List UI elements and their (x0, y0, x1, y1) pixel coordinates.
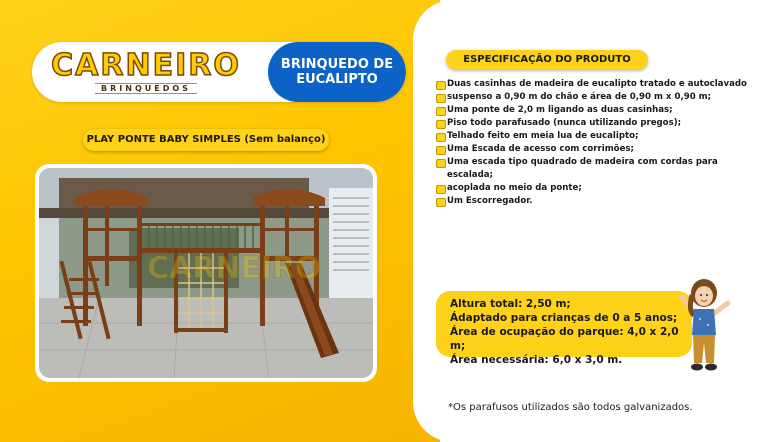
dimensions-box (436, 291, 692, 366)
spec-list (436, 78, 766, 208)
brand-logo (32, 42, 260, 102)
occupation-area: Área de ocupação do parque: 4,0 x 2,0 m; (450, 326, 679, 352)
playground-illustration (39, 168, 373, 378)
spec-title: ESPECIFICAÇÃO DO PRODUTO (446, 50, 648, 70)
product-photo-frame (35, 164, 377, 382)
footnote: *Os parafusos utilizados são todos galvanizados. (448, 402, 693, 413)
spec-item: Uma Escada de acesso com corrimões; (436, 143, 766, 156)
product-photo (39, 168, 373, 378)
required-area: Área necessária: 6,0 x 3,0 m. (450, 354, 623, 366)
logo-subtitle: BRINQUEDOS (95, 83, 197, 94)
category-title (268, 42, 406, 102)
child-illustration (674, 275, 734, 375)
total-height: Altura total: 2,50 m; (450, 298, 571, 310)
age-range: Ádaptado para crianças de 0 a 5 anos; (450, 312, 678, 324)
spec-item: Uma ponte de 2,0 m ligando as duas casinhas; (436, 104, 766, 117)
spec-item: Telhado feito em meia lua de eucalipto; (436, 130, 766, 143)
logo-word: CARNEIRO (51, 47, 241, 83)
photo-watermark: CARNEIRO (147, 251, 321, 286)
category-title-line1: BRINQUEDO DE (280, 57, 394, 72)
spec-item: Uma escada tipo quadrado de madeira com cordas para escalada; (436, 156, 766, 182)
spec-item: Piso todo parafusado (nunca utilizando pregos); (436, 117, 766, 130)
spec-item: acoplada no meio da ponte; (436, 182, 766, 195)
product-name-tag: PLAY PONTE BABY SIMPLES (Sem balanço) (83, 129, 329, 151)
spec-item: suspenso a 0,90 m do chão e área de 0,90 m x 0,90 m; (436, 91, 766, 104)
spec-item: Duas casinhas de madeira de eucalipto tratado e autoclavado (436, 78, 766, 91)
spec-item: Um Escorregador. (436, 195, 766, 208)
brand-header (32, 42, 406, 102)
category-title-line2: EUCALIPTO (296, 72, 378, 87)
